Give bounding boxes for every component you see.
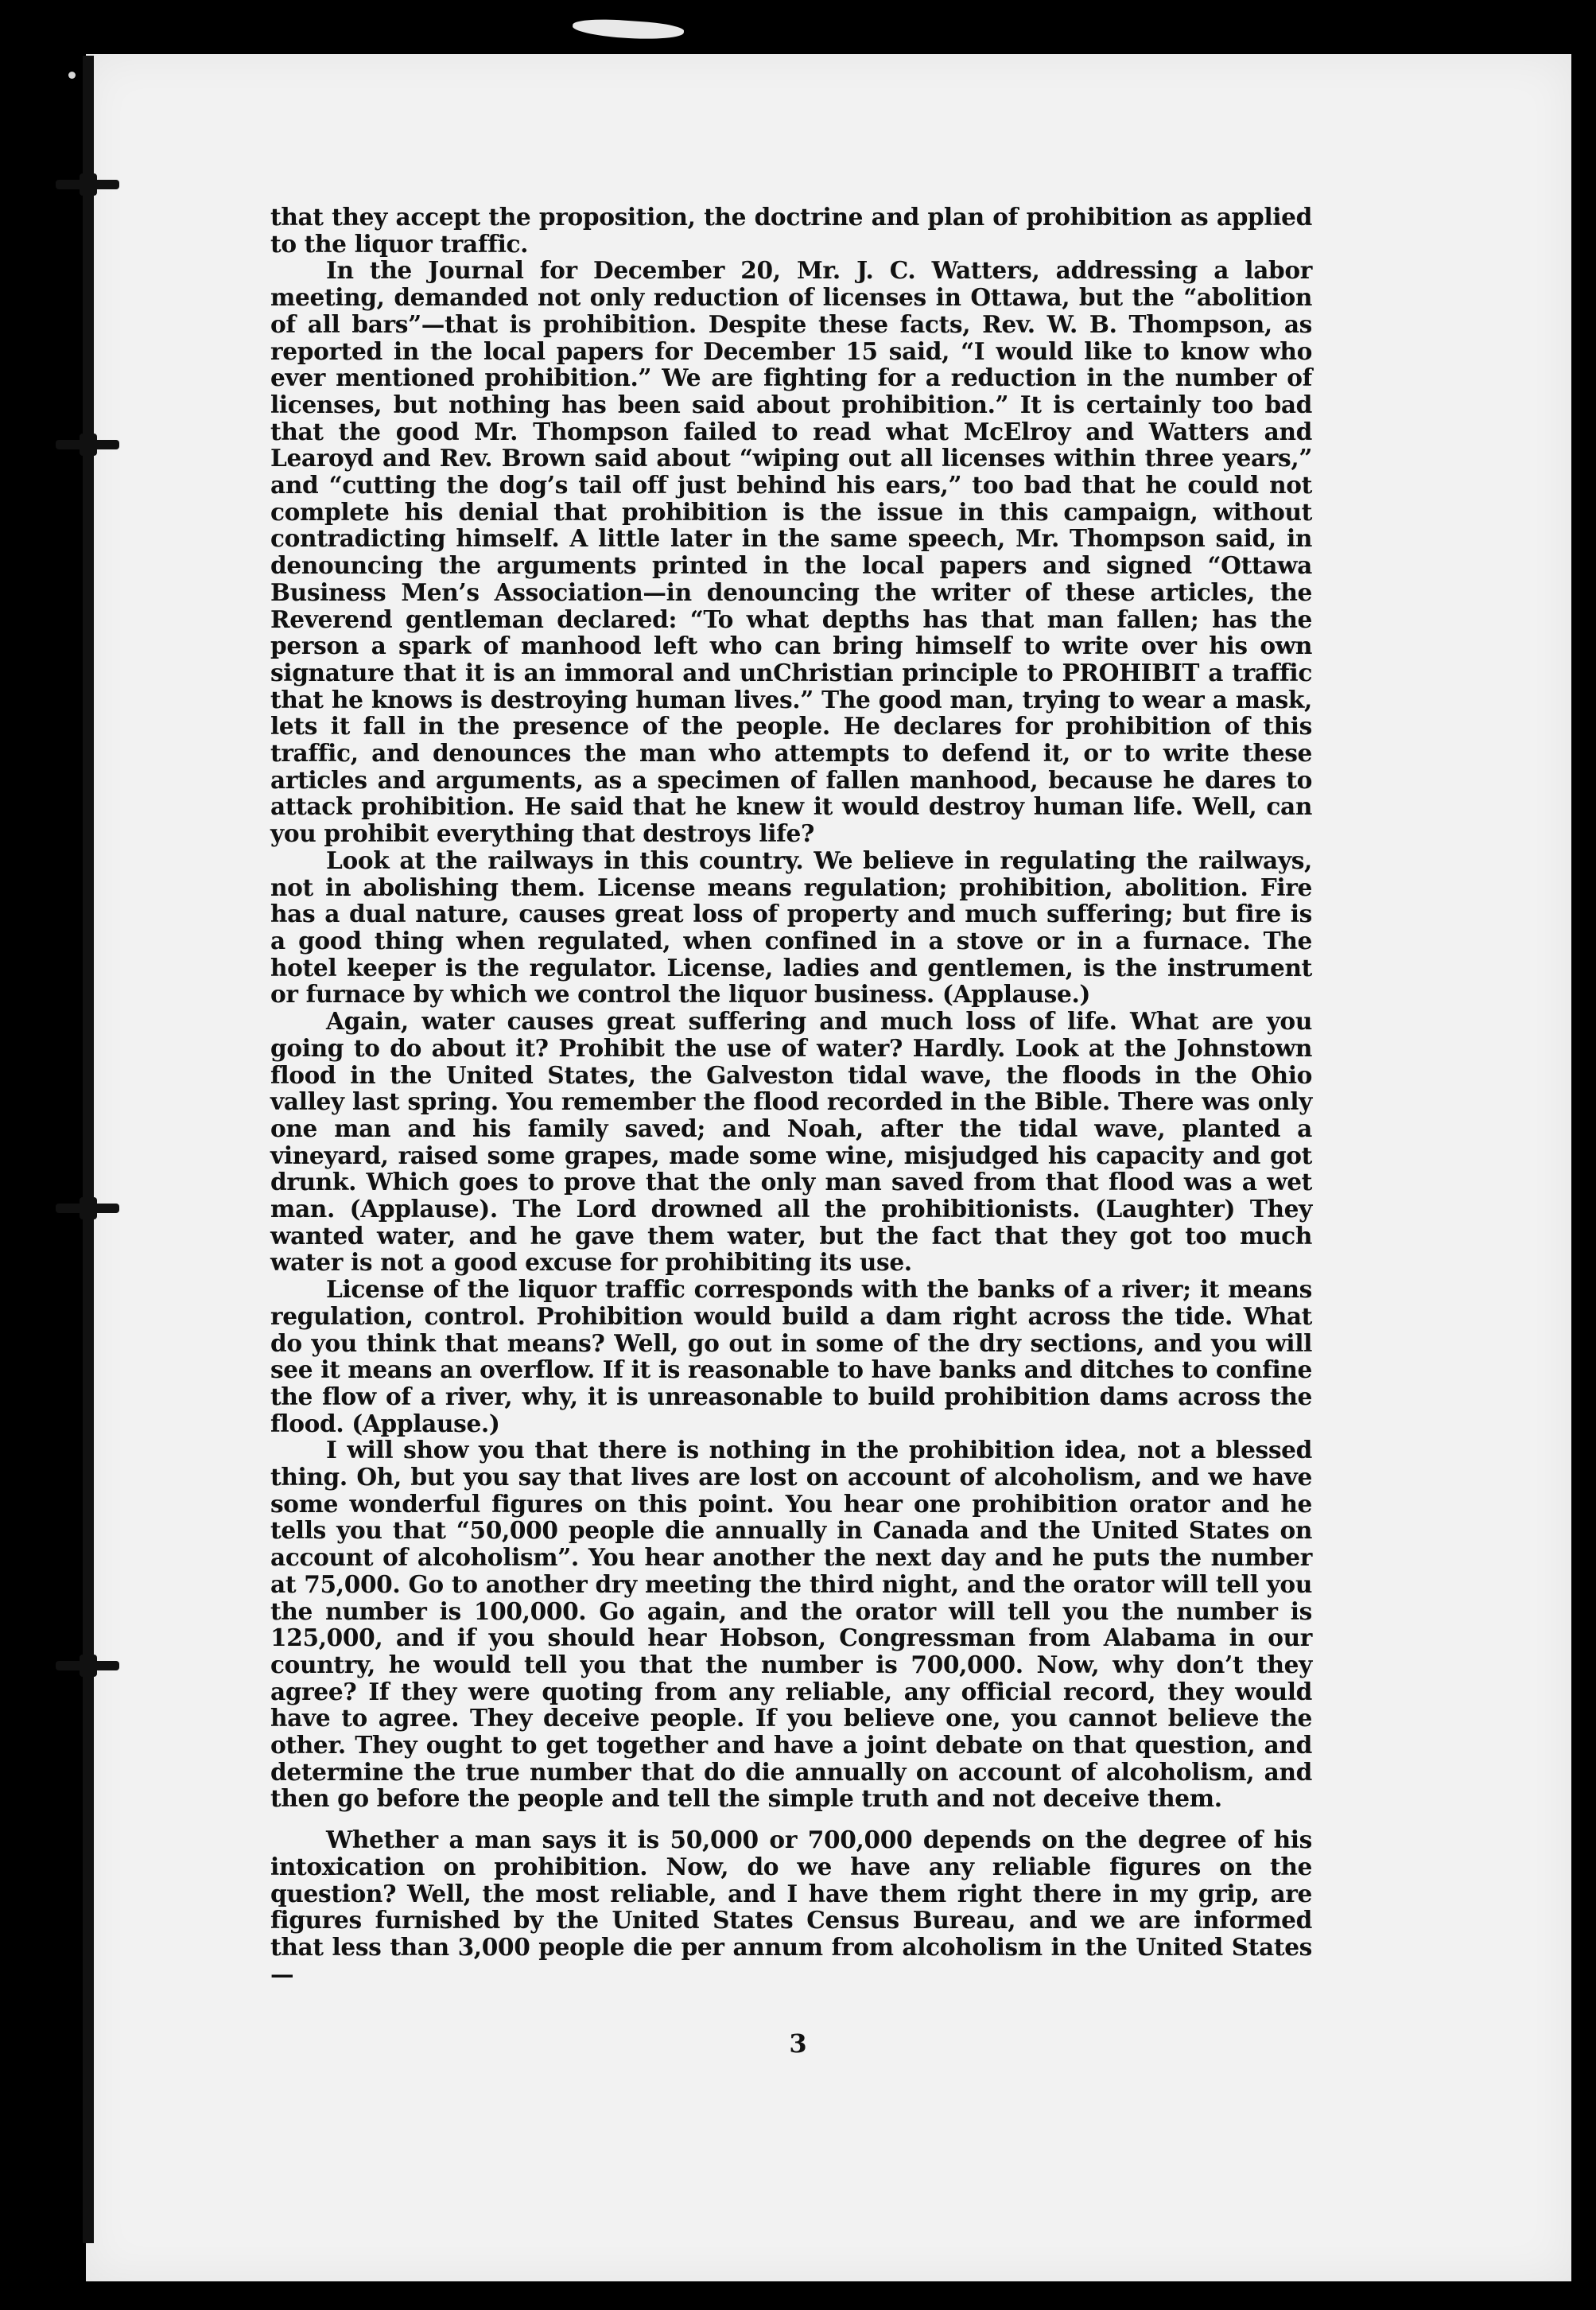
scan-dust-speck [68,72,76,79]
paragraph-railways: Look at the railways in this country. We believe in regulating the railways, not in abolishing them. License means regulation; prohibition, abolition. Fire has a dual nature, causes great loss of property and much suffering; but fire is a good thing when regulated, when confined in a stove or in a furnace. The hotel keeper is the regulator. License, ladies and gentlemen, is the instrument or furnace by which we control the liquor business. (Applause.) [270,846,1312,1009]
binding-spine [83,56,94,2243]
scan-artifact-top [572,17,684,42]
paragraph-water: Again, water causes great suffering and much loss of life. What are you going to do about it? Prohibit the use of water? Hardly. Look at the Johnstown flood in the United States, the Galveston tidal wave, the floods in the Ohio valley last spring. You remember the flood recorded in the Bible. There was only one man and his family saved; and Noah, after the tidal wave, planted a vineyard, raised some grapes, made some wine, misjudged his capacity and got drunk. Which goes to prove that the only man saved from that flood was a wet man. (Applause). The Lord drowned all the prohibitionists. (Laughter) They wanted water, and he gave them water, but the fact that they got too much water is not a good excuse for prohibiting its use. [270,1007,1312,1277]
paragraph-figures: I will show you that there is nothing in the prohibition idea, not a blessed thing. Oh, but you say that lives are lost on account of alcoholism, and we have some wonderful figures on this point. You hear one prohibition orator and he tells you that “50,000 people die annually in Canada and the United States on account of alcoholism”. You hear another the next day and he puts the number at 75,000. Go to another dry meeting the third night, and the orator will tell you the number is 100,000. Go again, and the orator will tell you the number is 125,000, and if you should hear Hobson, Congressman from Alabama in our country, he would tell you that the number is 700,000. Now, why don’t they agree? If they were quoting from any reliable, any official record, they would have to agree. They deceive people. If you believe one, you cannot believe the other. They ought to get together and have a joint debate on that question, and determine the true number that do die annually on account of alcoholism, and then go before the people and tell the simple truth and not deceive them. [270,1436,1312,1813]
binding-staple [80,1197,97,1219]
binding-staple [80,173,97,196]
body-text [270,204,1312,1987]
paragraph-census: Whether a man says it is 50,000 or 700,000 depends on the degree of his intoxication on prohibition. Now, do we have any reliable figures on the question? Well, the most reliable, and I have them right there in my grip, are figures furnished by the United States Census Bureau, and we are informed that less than 3,000 people die per annum from alcoholism in the United States— [270,1826,1312,1988]
paragraph-journal-watters: In the Journal for December 20, Mr. J. C. Watters, addressing a labor meeting, demanded not only reduction of licenses in Ottawa, but the “abolition of all bars”—that is prohibition. Despite these facts, Rev. W. B. Thompson, as reported in the local papers for December 15 said, “I would like to know who ever mentioned prohibition.” We are fighting for a reduction in the number of licenses, but nothing has been said about prohibition.” It is certainly too bad that the good Mr. Thompson failed to read what McElroy and Watters and Learoyd and Rev. Brown said about “wiping out all licenses within three years,” and “cutting the dog’s tail off just behind his ears,” too bad that he could not complete his denial that prohibition is the issue in this campaign, without contradicting himself. A little later in the same speech, Mr. Thompson said, in denouncing the arguments printed in the local papers and signed “Ottawa Business Men’s Association—in denouncing the writer of these articles, the Reverend gentleman declared: “To what depths has that man fallen; has the person a spark of manhood left who can bring himself to write over his own signature that it is an immoral and unChristian principle to PROHIBIT a traffic that he knows is destroying human lives.” The good man, trying to wear a mask, lets it fall in the presence of the people. He declares for prohibition of this traffic, and denounces the man who attempts to defend it, or to write these articles and arguments, as a specimen of fallen manhood, because he dares to attack prohibition. He said that he knew it would destroy human life. Well, can you prohibit everything that destroys life? [270,256,1312,848]
paragraph-river-banks: License of the liquor traffic corresponds with the banks of a river; it means regulation, control. Prohibition would build a dam right across the tide. What do you think that means? Well, go out in some of the dry sections, and you will see it means an overflow. If it is reasonable to have banks and ditches to confine the flow of a river, why, it is unreasonable to build prohibition dams across the flood. (Applause.) [270,1275,1312,1437]
binding-staple [80,1655,97,1677]
binding-staple [80,434,97,456]
paragraph-continuation: that they accept the proposition, the doctrine and plan of prohibition as applied to the liquor traffic. [270,203,1312,258]
page-number: 3 [789,2028,807,2059]
